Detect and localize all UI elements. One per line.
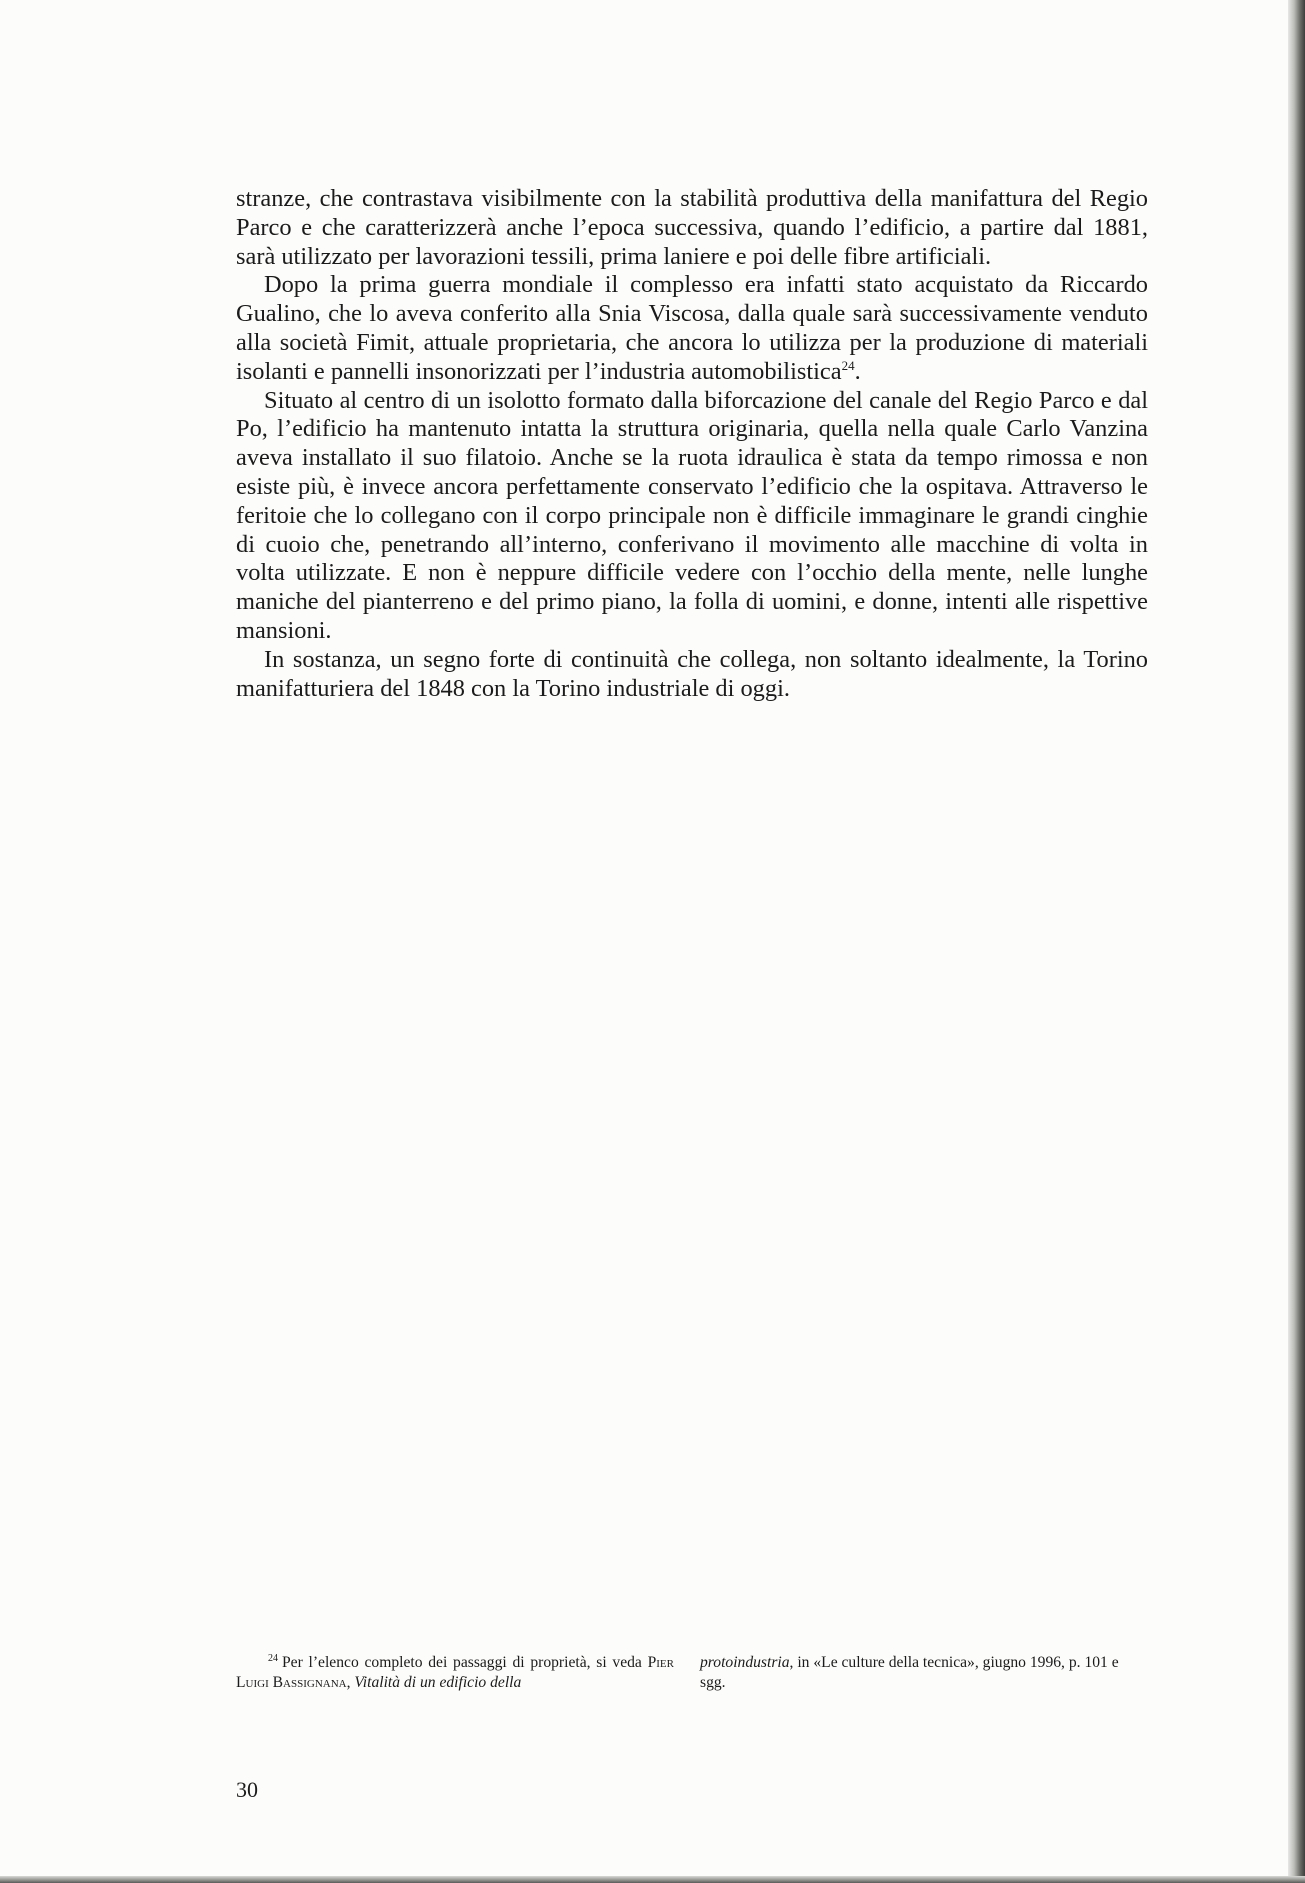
paragraph-2 — [236, 271, 1148, 386]
footnote-reference[interactable]: 24 — [841, 357, 855, 373]
footnote-title-part2: protoindustria — [700, 1654, 790, 1671]
footnotes — [236, 1653, 1148, 1693]
footnote-column-right — [700, 1653, 1148, 1693]
footnote-title-part1: Vitalità di un edificio della — [354, 1674, 522, 1691]
paragraph-3: Situato al centro di un isolotto formato dalla biforcazione del canale del Regio Parco e dal Po, l’edificio ha mantenuto intatta la struttura originaria, quella nella quale Carlo Vanzina aveva installato il suo filatoio. Anche se la ruota idraulica è stata da tempo rimossa e non esiste più, è invece ancora perfettamente conservato l’edificio che la ospitava. Attraverso le feritoie che lo collegano con il corpo principale non è difficile immaginare le grandi cinghie di cuoio che, penetrando all’interno, conferivano il movimento alle macchine di volta in volta utilizzate. E non è neppure difficile vedere con l’occhio della mente, nelle lunghe maniche del pianterreno e del primo piano, la folla di uomini, e donne, intenti alle rispettive mansioni. — [236, 386, 1148, 644]
body-text — [236, 185, 1148, 703]
page-edge-shadow-bottom — [0, 1876, 1305, 1883]
page-edge-shadow-right — [1288, 0, 1305, 1883]
footnote-number: 24 — [268, 1653, 278, 1664]
footnote-text-source: , in «Le culture della tecnica», giugno 1996, p. 101 e sgg. — [700, 1654, 1119, 1691]
footnote-text-intro: Per l’elenco completo dei passaggi di proprietà, si veda — [282, 1654, 642, 1671]
paragraph-4: In sostanza, un segno forte di continuità che collega, non soltanto idealmente, la Torino manifatturiera del 1848 con la Torino industriale di oggi. — [236, 645, 1148, 702]
footnote-author: Pier Luigi Bassignana — [236, 1654, 674, 1691]
paragraph-2-trail: . — [854, 357, 861, 385]
footnote-column-left: $^{24}$ Per l’elenco completo dei passaggi di proprietà, si veda Pier Luigi Bassignana, Vitalità di un edificio della — [236, 1653, 674, 1691]
paragraph-1: stranze, che contrastava visibilmente con la stabilità produttiva della manifattura del Regio Parco e che caratterizzerà anche l’epoca successiva, quando l’edificio, a partire dal 1881, sarà utilizzato per lavorazioni tessili, prima laniere e poi delle fibre artificiali. — [236, 185, 1148, 270]
paragraph-2-text: Dopo la prima guerra mondiale il complesso era infatti stato acquistato da Riccardo Gualino, che lo aveva conferito alla Snia Viscosa, dalla quale sarà successivamente venduto alla società Fimit, attuale proprietaria, che ancora lo utilizza per la produzione di materiali isolanti e pannelli insonorizzati per l’industria automobilistica — [236, 271, 1148, 385]
page-number: 30 — [236, 1777, 258, 1802]
